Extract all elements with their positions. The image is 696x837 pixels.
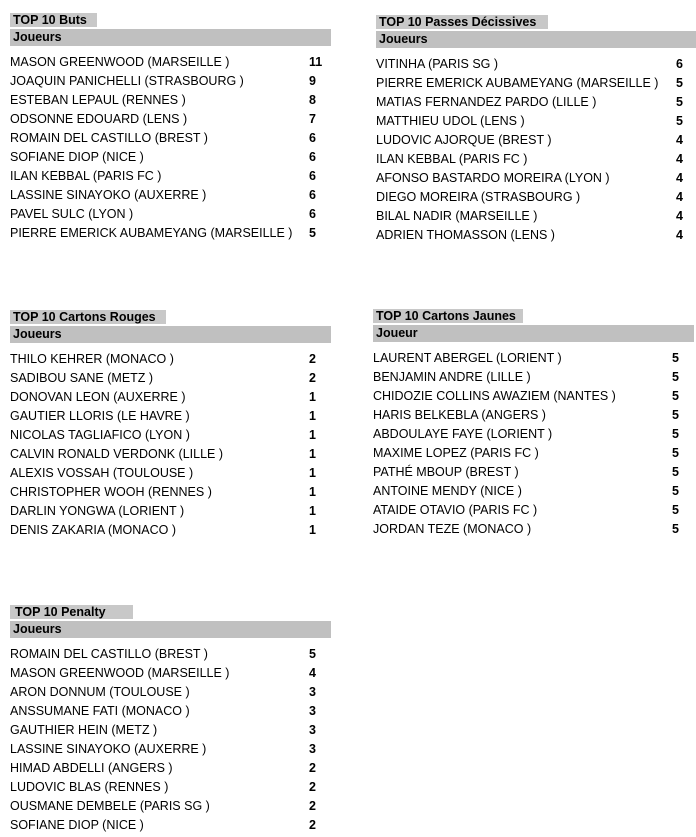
player-stat-value: 2 (309, 780, 316, 794)
player-stat-value: 5 (672, 370, 679, 384)
player-list (10, 53, 331, 243)
player-name: MAXIME LOPEZ (PARIS FC ) (373, 446, 539, 460)
player-stat-value: 1 (309, 523, 316, 537)
table-row (10, 445, 331, 464)
player-stat-value: 1 (309, 504, 316, 518)
table-row (10, 645, 331, 664)
player-name: ROMAIN DEL CASTILLO (BREST ) (10, 647, 208, 661)
player-stat-value: 2 (309, 818, 316, 832)
table-row (10, 72, 331, 91)
player-name: MASON GREENWOOD (MARSEILLE ) (10, 55, 230, 69)
player-stat-value: 6 (309, 150, 316, 164)
table-row (10, 110, 331, 129)
table-row (376, 131, 696, 150)
player-name: LUDOVIC BLAS (RENNES ) (10, 780, 169, 794)
table-row (10, 186, 331, 205)
table-row (10, 502, 331, 521)
table-row (10, 721, 331, 740)
player-stat-value: 1 (309, 428, 316, 442)
section-top-cartons-rouges (10, 308, 331, 540)
player-stat-value: 5 (309, 226, 316, 240)
player-stat-value: 4 (676, 228, 683, 242)
player-stat-value: 5 (672, 427, 679, 441)
player-stat-value: 5 (676, 114, 683, 128)
player-name: ROMAIN DEL CASTILLO (BREST ) (10, 131, 208, 145)
player-stat-value: 11 (309, 55, 323, 69)
table-row (373, 444, 694, 463)
player-name: ILAN KEBBAL (PARIS FC ) (10, 169, 162, 183)
table-row (10, 464, 331, 483)
table-row (376, 93, 696, 112)
player-stat-value: 2 (309, 761, 316, 775)
player-name: SOFIANE DIOP (NICE ) (10, 818, 144, 832)
player-name: ILAN KEBBAL (PARIS FC ) (376, 152, 528, 166)
table-row (10, 167, 331, 186)
table-row (376, 112, 696, 131)
table-row (10, 91, 331, 110)
player-stat-value: 5 (309, 647, 316, 661)
section-title: TOP 10 Penalty (10, 605, 133, 619)
column-header: Joueurs (376, 31, 696, 48)
player-name: DARLIN YONGWA (LORIENT ) (10, 504, 185, 518)
player-stat-value: 4 (676, 152, 683, 166)
section-top-passes (376, 13, 696, 245)
player-name: OUSMANE DEMBELE (PARIS SG ) (10, 799, 210, 813)
table-row (10, 797, 331, 816)
player-name: CHIDOZIE COLLINS AWAZIEM (NANTES ) (373, 389, 616, 403)
player-stat-value: 5 (672, 522, 679, 536)
player-name: PIERRE EMERICK AUBAMEYANG (MARSEILLE ) (376, 76, 659, 90)
table-row (10, 369, 331, 388)
player-stat-value: 4 (676, 171, 683, 185)
section-top-buts (10, 11, 331, 243)
player-list (376, 55, 696, 245)
table-row (10, 224, 331, 243)
player-name: DONOVAN LEON (AUXERRE ) (10, 390, 186, 404)
player-stat-value: 4 (676, 133, 683, 147)
table-row (10, 129, 331, 148)
player-name: ANSSUMANE FATI (MONACO ) (10, 704, 190, 718)
section-title: TOP 10 Passes Décissives (376, 15, 548, 29)
table-row (373, 387, 694, 406)
player-stat-value: 1 (309, 485, 316, 499)
table-row (10, 683, 331, 702)
table-row (10, 350, 331, 369)
section-title: TOP 10 Cartons Jaunes (373, 309, 523, 323)
player-name: VITINHA (PARIS SG ) (376, 57, 499, 71)
table-row (373, 463, 694, 482)
table-row (373, 368, 694, 387)
player-name: BENJAMIN ANDRE (LILLE ) (373, 370, 531, 384)
player-stat-value: 6 (309, 207, 316, 221)
player-stat-value: 4 (676, 190, 683, 204)
table-row (10, 483, 331, 502)
table-row (376, 150, 696, 169)
player-stat-value: 3 (309, 685, 316, 699)
player-name: JORDAN TEZE (MONACO ) (373, 522, 532, 536)
player-name: SADIBOU SANE (METZ ) (10, 371, 154, 385)
player-list (10, 645, 331, 835)
player-stat-value: 2 (309, 371, 316, 385)
player-stat-value: 6 (676, 57, 683, 71)
player-stat-value: 5 (676, 95, 683, 109)
column-header: Joueurs (10, 29, 331, 46)
player-name: PATHÉ MBOUP (BREST ) (373, 465, 519, 479)
column-header: Joueurs (10, 326, 331, 343)
player-stat-value: 1 (309, 409, 316, 423)
table-row (376, 74, 696, 93)
player-name: GAUTHIER HEIN (METZ ) (10, 723, 158, 737)
player-stat-value: 1 (309, 390, 316, 404)
player-name: ODSONNE EDOUARD (LENS ) (10, 112, 188, 126)
player-name: LASSINE SINAYOKO (AUXERRE ) (10, 742, 207, 756)
player-name: NICOLAS TAGLIAFICO (LYON ) (10, 428, 190, 442)
player-stat-value: 5 (672, 408, 679, 422)
player-stat-value: 3 (309, 723, 316, 737)
player-name: PAVEL SULC (LYON ) (10, 207, 134, 221)
player-name: DENIS ZAKARIA (MONACO ) (10, 523, 176, 537)
player-name: ATAIDE OTAVIO (PARIS FC ) (373, 503, 538, 517)
player-stat-value: 5 (672, 446, 679, 460)
player-stat-value: 4 (309, 666, 316, 680)
player-stat-value: 3 (309, 704, 316, 718)
table-row (10, 816, 331, 835)
player-name: GAUTIER LLORIS (LE HAVRE ) (10, 409, 190, 423)
table-row (376, 188, 696, 207)
player-list (10, 350, 331, 540)
player-name: MATTHIEU UDOL (LENS ) (376, 114, 525, 128)
table-row (376, 207, 696, 226)
player-name: LAURENT ABERGEL (LORIENT ) (373, 351, 562, 365)
table-row (373, 501, 694, 520)
player-name: ARON DONNUM (TOULOUSE ) (10, 685, 190, 699)
player-name: ALEXIS VOSSAH (TOULOUSE ) (10, 466, 194, 480)
table-row (10, 388, 331, 407)
player-name: PIERRE EMERICK AUBAMEYANG (MARSEILLE ) (10, 226, 293, 240)
table-row (373, 349, 694, 368)
player-name: BILAL NADIR (MARSEILLE ) (376, 209, 538, 223)
player-name: CHRISTOPHER WOOH (RENNES ) (10, 485, 212, 499)
table-row (10, 759, 331, 778)
player-list (373, 349, 694, 539)
section-title: TOP 10 Buts (10, 13, 97, 27)
column-header: Joueurs (10, 621, 331, 638)
player-stat-value: 6 (309, 169, 316, 183)
player-name: ESTEBAN LEPAUL (RENNES ) (10, 93, 186, 107)
player-name: CALVIN RONALD VERDONK (LILLE ) (10, 447, 224, 461)
player-stat-value: 6 (309, 188, 316, 202)
table-row (373, 482, 694, 501)
player-name: ANTOINE MENDY (NICE ) (373, 484, 522, 498)
player-stat-value: 5 (672, 351, 679, 365)
table-row (376, 55, 696, 74)
table-row (10, 148, 331, 167)
player-stat-value: 1 (309, 447, 316, 461)
player-name: AFONSO BASTARDO MOREIRA (LYON ) (376, 171, 610, 185)
player-name: THILO KEHRER (MONACO ) (10, 352, 174, 366)
player-name: MASON GREENWOOD (MARSEILLE ) (10, 666, 230, 680)
player-name: LASSINE SINAYOKO (AUXERRE ) (10, 188, 207, 202)
table-row (10, 521, 331, 540)
table-row (373, 406, 694, 425)
player-name: MATIAS FERNANDEZ PARDO (LILLE ) (376, 95, 597, 109)
player-name: ABDOULAYE FAYE (LORIENT ) (373, 427, 553, 441)
player-stat-value: 5 (676, 76, 683, 90)
player-stat-value: 3 (309, 742, 316, 756)
player-stat-value: 6 (309, 131, 316, 145)
table-row (373, 425, 694, 444)
player-stat-value: 1 (309, 466, 316, 480)
table-row (10, 778, 331, 797)
player-name: LUDOVIC AJORQUE (BREST ) (376, 133, 552, 147)
player-name: ADRIEN THOMASSON (LENS ) (376, 228, 555, 242)
player-stat-value: 2 (309, 352, 316, 366)
section-title: TOP 10 Cartons Rouges (10, 310, 166, 324)
player-name: SOFIANE DIOP (NICE ) (10, 150, 144, 164)
player-stat-value: 8 (309, 93, 316, 107)
player-stat-value: 5 (672, 484, 679, 498)
section-top-penalty (10, 603, 331, 835)
table-row (10, 664, 331, 683)
player-stat-value: 5 (672, 503, 679, 517)
table-row (373, 520, 694, 539)
table-row (10, 53, 331, 72)
player-stat-value: 5 (672, 465, 679, 479)
table-row (10, 426, 331, 445)
player-stat-value: 7 (309, 112, 316, 126)
player-name: JOAQUIN PANICHELLI (STRASBOURG ) (10, 74, 244, 88)
player-name: HIMAD ABDELLI (ANGERS ) (10, 761, 173, 775)
player-stat-value: 5 (672, 389, 679, 403)
player-name: HARIS BELKEBLA (ANGERS ) (373, 408, 546, 422)
section-top-cartons-jaunes (373, 307, 694, 539)
column-header: Joueur (373, 325, 694, 342)
table-row (10, 407, 331, 426)
player-stat-value: 9 (309, 74, 316, 88)
table-row (376, 169, 696, 188)
table-row (10, 205, 331, 224)
player-stat-value: 4 (676, 209, 683, 223)
table-row (10, 740, 331, 759)
table-row (10, 702, 331, 721)
table-row (376, 226, 696, 245)
player-name: DIEGO MOREIRA (STRASBOURG ) (376, 190, 581, 204)
player-stat-value: 2 (309, 799, 316, 813)
